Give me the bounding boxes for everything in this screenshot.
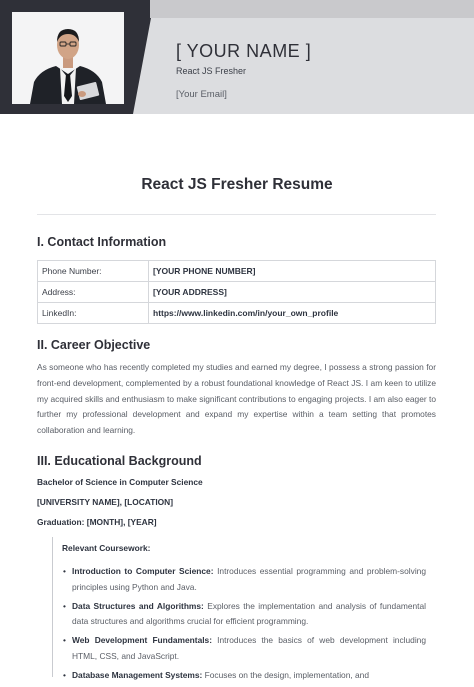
course-description: Explores the implementation and analysis of fundamental data structures and algorithms crucial for efficient programming. bbox=[72, 600, 426, 627]
career-section-heading: II. Career Objective bbox=[37, 338, 151, 352]
course-name: Web Development Fundamentals: bbox=[72, 635, 213, 646]
course-name: Data Structures and Algorithms: bbox=[72, 600, 204, 611]
list-item bbox=[63, 564, 426, 596]
table-row bbox=[38, 282, 436, 303]
list-item bbox=[63, 599, 426, 631]
degree-name: Bachelor of Science in Computer Science bbox=[37, 477, 203, 487]
resume-header bbox=[0, 0, 474, 114]
course-name: Database Management Systems: bbox=[72, 669, 203, 680]
course-description: Introduces essential programming and problem-solving principles using Python and Java. bbox=[72, 566, 426, 592]
candidate-name: [ YOUR NAME ] bbox=[176, 41, 312, 61]
contact-label-linkedin: LinkedIn: bbox=[38, 303, 149, 324]
course-description: Focuses on the design, implementation, and bbox=[202, 669, 369, 680]
coursework-list bbox=[63, 564, 426, 687]
bullet-icon: • bbox=[63, 635, 66, 646]
contact-value-phone: [YOUR PHONE NUMBER] bbox=[149, 261, 436, 282]
list-item bbox=[63, 633, 426, 665]
candidate-email: [Your Email] bbox=[176, 89, 227, 100]
contact-value-address: [YOUR ADDRESS] bbox=[149, 282, 436, 303]
contact-label-phone: Phone Number: bbox=[38, 261, 149, 282]
profile-photo-illustration bbox=[12, 12, 124, 104]
contact-table bbox=[37, 260, 436, 324]
candidate-role: React JS Fresher bbox=[176, 66, 247, 76]
contact-label-address: Address: bbox=[38, 282, 149, 303]
list-item bbox=[63, 668, 426, 684]
bullet-icon: • bbox=[63, 566, 66, 576]
document-title: React JS Fresher Resume bbox=[141, 176, 333, 193]
bullet-icon: • bbox=[63, 600, 66, 611]
bullet-icon: • bbox=[63, 669, 66, 680]
contact-value-linkedin: https://www.linkedin.com/in/your_own_profile bbox=[149, 303, 436, 324]
header-accent-band bbox=[150, 0, 474, 18]
table-row bbox=[38, 261, 436, 282]
university-name: [UNIVERSITY NAME], [LOCATION] bbox=[37, 497, 174, 507]
course-description: Introduces the basics of web development including HTML, CSS, and JavaScript. bbox=[72, 635, 426, 661]
title-divider bbox=[37, 214, 436, 215]
contact-section-heading: I. Contact Information bbox=[37, 235, 167, 249]
course-name: Introduction to Computer Science: bbox=[72, 566, 214, 576]
table-row bbox=[38, 303, 436, 324]
career-objective-text: As someone who has recently completed my studies and earned my degree, I possess a strong passion for front-end development, complemented by a robust foundational knowledge of React JS. I am keen to utilize my acquired skills and enthusiasm to make significant contributions to engaging projects. I am also eager to further my professional development and expand my expertise within a team setting that promotes collaboration and learning. bbox=[37, 362, 436, 436]
coursework-heading: Relevant Coursework: bbox=[62, 543, 151, 553]
profile-photo bbox=[12, 12, 124, 104]
education-section-heading: III. Educational Background bbox=[37, 454, 202, 468]
graduation-date: Graduation: [MONTH], [YEAR] bbox=[37, 517, 157, 527]
